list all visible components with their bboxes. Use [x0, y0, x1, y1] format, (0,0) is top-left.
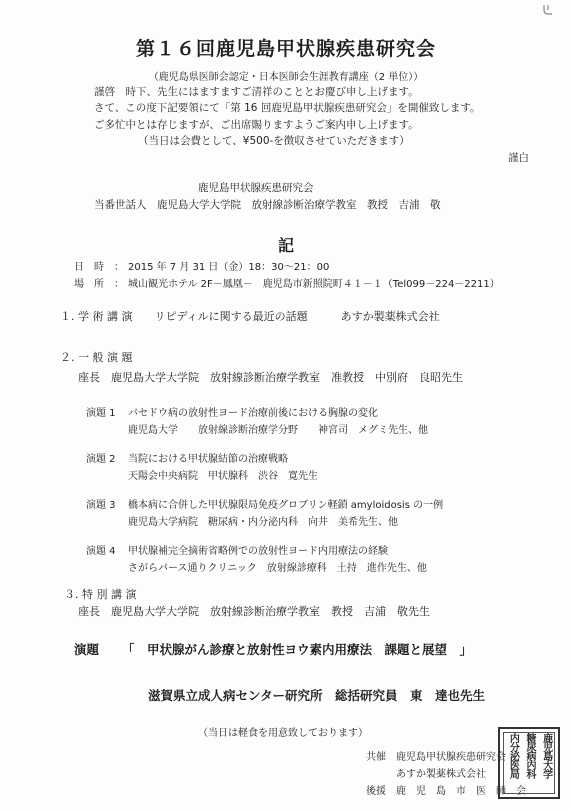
cohost-1: 鹿児島甲状腺疾患研究会: [396, 752, 506, 763]
stamp-column: 糖尿病内科: [523, 733, 535, 778]
department-stamp: [498, 727, 560, 799]
date-value: 2015 年 7 月 31 日（金）18：30～21：00: [128, 262, 330, 273]
abstract-1-presenter: 鹿児島大学 放射線診断治療学分野 神宮司 メグミ先生、他: [128, 425, 428, 436]
greeting-line-1: 謹啓 時下、先生にはますますご清祥のこととお慶び申し上げます。: [94, 86, 419, 98]
abstract-4-presenter: さがらパース通りクリニック 放射線診療科 土持 進作先生、他: [128, 563, 427, 574]
special-speaker: 滋賀県立成人病センター研究所 総括研究員 東 達也先生: [148, 688, 486, 703]
place-value: 城山観光ホテル 2F－鳳凰－ 鹿児島市新照院町４１－１（Tel099－224－2211）: [128, 279, 500, 290]
greeting-line-3: ご多忙中とは存じますが、ご出席賜りますようご案内申し上げます。: [94, 119, 419, 131]
abstract-4-label: 演題 4: [86, 546, 116, 557]
meal-note: （当日は軽食を用意致しております）: [198, 728, 368, 739]
stamp-column: 内分泌医局: [507, 733, 519, 778]
corner-mark-icon: [542, 4, 554, 16]
abstract-1-title: バセドウ病の放射性ヨード治療前後における胸腺の変化: [128, 408, 378, 419]
date-label: 日 時 ：: [74, 262, 124, 273]
abstract-3-title: 橋本病に合併した甲状腺限局免疫グロブリン軽鎖 amyloidosis の一例: [128, 500, 444, 511]
section-3-chair: 座長 鹿児島大学大学院 放射線診断治療学教室 教授 吉浦 敬先生: [78, 605, 430, 618]
abstract-4-title: 甲状腺補完全摘術省略例での放射性ヨード内用療法の経験: [128, 546, 388, 557]
greeting-closing: 謹白: [508, 152, 529, 164]
special-topic-title: 「 甲状腺がん診療と放射性ヨウ素内用療法 課題と展望 」: [122, 642, 473, 657]
section-3-heading: ３. 特 別 講 演: [64, 588, 137, 601]
stamp-column: 鹿児島大学: [540, 733, 552, 778]
greeting-line-2: さて、この度下記要領にて「第 16 回鹿児島甲状腺疾患研究会」を開催致します。: [94, 102, 481, 114]
section-2-chair: 座長 鹿児島大学大学院 放射線診断治療学教室 准教授 中別府 良昭先生: [78, 371, 463, 384]
page-subtitle: （鹿児島県医師会認定・日本医師会生涯教育講座（2 単位））: [148, 72, 424, 83]
abstract-3-label: 演題 3: [86, 500, 116, 511]
abstract-2-presenter: 天陽会中央病院 甲状腺科 渋谷 寛先生: [128, 471, 318, 482]
organizer-name: 鹿児島甲状腺疾患研究会: [198, 182, 314, 194]
abstract-1-label: 演題 1: [86, 408, 116, 419]
cohost-2: あすか製薬株式会社: [396, 769, 486, 780]
abstract-2-label: 演題 2: [86, 454, 116, 465]
organizer-caretaker: 当番世話人 鹿児島大学大学院 放射線診断治療学教室 教授 吉浦 敬: [94, 199, 441, 211]
section-2-heading: ２. 一 般 演 題: [60, 351, 133, 364]
cohost-label: 共催: [366, 752, 386, 763]
support-org: 鹿 児 島 市 医 師 会: [396, 786, 526, 797]
greeting-line-4: （当日は会費として、¥500-を徴収させていただきます）: [138, 135, 410, 147]
place-label: 場 所 ：: [74, 279, 124, 290]
page-title: 第１６回鹿児島甲状腺疾患研究会: [135, 38, 436, 60]
abstract-3-presenter: 鹿児島大学病院 糖尿病・内分泌内科 向井 美希先生、他: [128, 517, 398, 528]
support-label: 後援: [366, 786, 386, 797]
ki-heading: 記: [277, 236, 294, 255]
abstract-2-title: 当院における甲状腺結節の治療戦略: [128, 454, 288, 465]
special-topic-label: 演題: [74, 642, 100, 657]
section-1-heading: １. 学 術 講 演 リピディルに関する最近の話題 あすか製薬株式会社: [60, 310, 440, 323]
